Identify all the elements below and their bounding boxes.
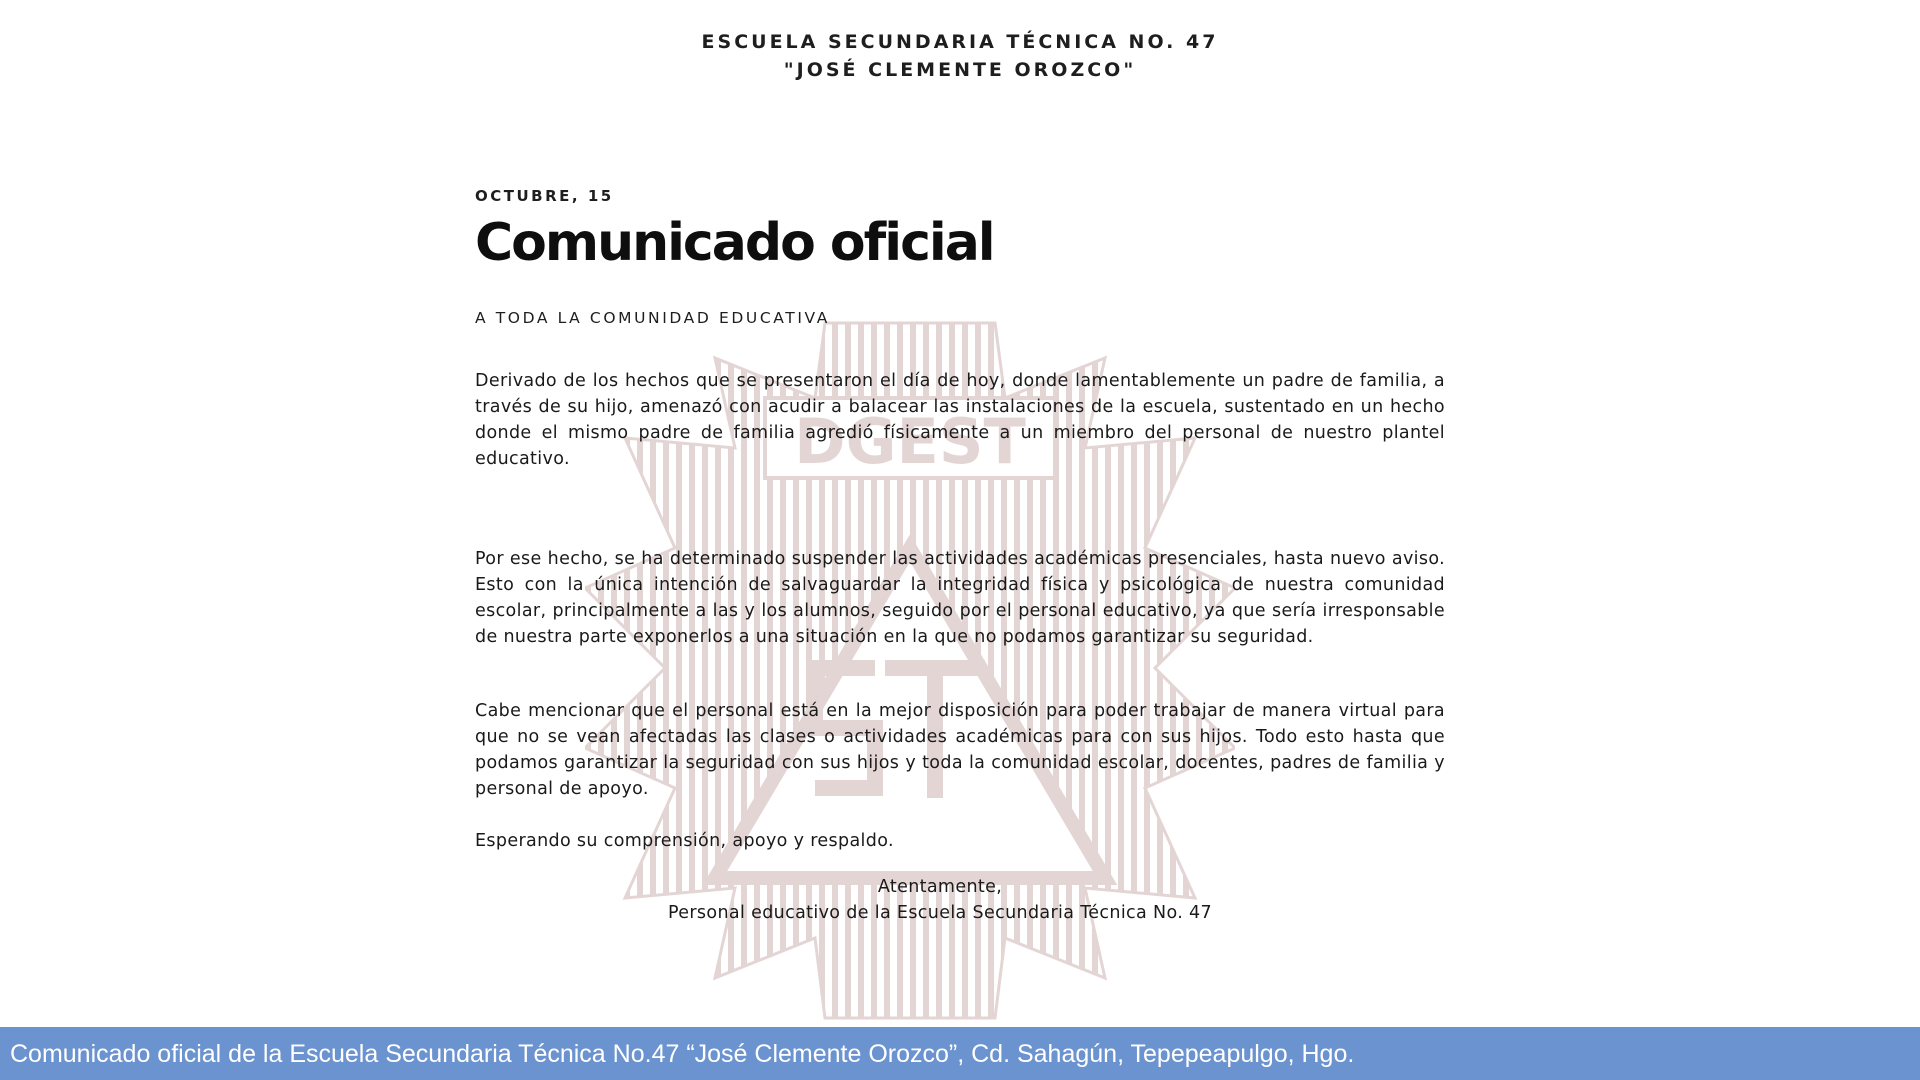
school-header [0,28,1920,84]
paragraph-suspension: Por ese hecho, se ha determinado suspender las actividades académicas presenciales, hasta nuevo aviso. Esto con la única intención de salvaguardar la integridad física y psicológica de nuestra comunidad escolar, principalmente a las y los alumnos, seguido por el personal educativo, ya que sería irresponsable de nuestra parte exponerlos a una situación en la que no podamos garantizar su seguridad. [475,549,1445,647]
document-date: OCTUBRE, 15 [475,187,614,205]
paragraph-virtual-work: Cabe mencionar que el personal está en la mejor disposición para poder trabajar de manera virtual para que no se vean afectadas las clases o actividades académicas para con sus hijos. Todo esto hasta que podamos garantizar la seguridad con sus hijos y toda la comunidad escolar, docentes, padres de familia y personal de apoyo. [475,701,1445,799]
paragraph-incident: Derivado de los hechos que se presentaron el día de hoy, donde lamentablemente un padre de familia, a través de su hijo, amenazó con acudir a balacear las instalaciones de la escuela, sustentado en un hecho donde el mismo padre de familia agredió físicamente a un miembro del personal de nuestro plantel educativo. [475,371,1445,469]
signature-line: Personal educativo de la Escuela Secundaria Técnica No. 47 [667,903,1212,923]
caption-text: Comunicado oficial de la Escuela Secundaria Técnica No.47 “José Clemente Orozco”, Cd. Sahagún, Tepepeapulgo, Hgo. [10,1040,1355,1068]
document-title: Comunicado oficial [475,213,994,273]
watermark-text: DGEST [794,405,1026,478]
signature-block [435,874,1445,926]
school-name: ESCUELA SECUNDARIA TÉCNICA NO. 47 [701,31,1219,53]
closing-salutation: Atentamente, [877,877,1003,897]
paragraph-closing-request: Esperando su comprensión, apoyo y respaldo. [475,831,894,851]
school-namesake: "JOSÉ CLEMENTE OROZCO" [783,59,1137,81]
caption-bar [0,1027,1920,1080]
document-addressee: A TODA LA COMUNIDAD EDUCATIVA [475,309,830,327]
communique-body [475,186,1445,926]
